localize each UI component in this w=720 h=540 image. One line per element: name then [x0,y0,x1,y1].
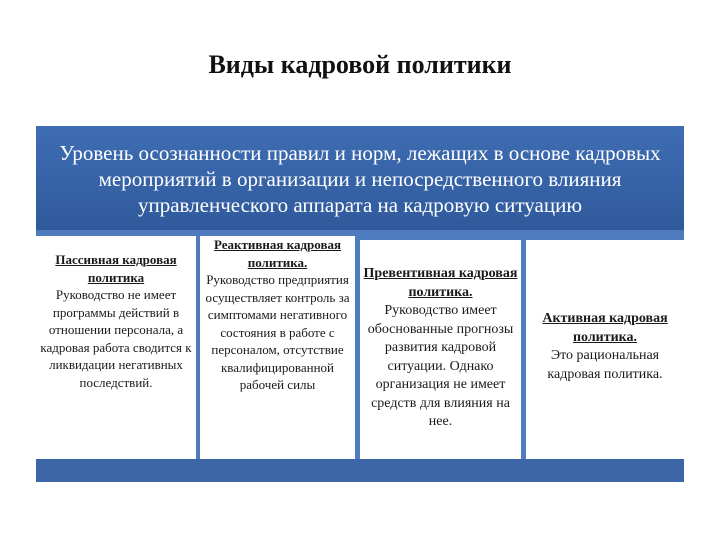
panel-header: Уровень осознанности правил и норм, лежащих в основе кадровых мероприятий в организации и непосредственного влияния управленческого аппарата на кадровую ситуацию [36,126,684,230]
column-reactive [200,236,355,459]
column-text: Руководство предприятия осуществляет контроль за симптомами негативного состояния в работе с персоналом, отсутствие квалифицированной рабочей силы [205,272,350,392]
column-text: Руководство не имеет программы действий в отношении персонала, а кадровая работа сводится к ликвидации негативных последствий. [40,287,192,390]
column-heading: Превентивная кадровая политика. [363,266,518,300]
column-heading: Реактивная кадровая политика. [213,237,342,270]
slide-title: Виды кадровой политики [208,50,512,79]
column-active [526,240,684,459]
policy-panel [36,126,684,482]
column-text: Это рациональная кадровая политика. [547,348,663,382]
column-text: Руководство имеет обоснованные прогнозы развития кадровой ситуации. Однако организация не имеет средств для влияния на нее. [367,303,514,429]
panel-footer-bar [36,459,684,482]
column-passive [36,236,196,459]
column-preventive [360,240,521,459]
column-heading: Пассивная кадровая политика [55,252,177,285]
column-heading: Активная кадровая политика. [542,311,668,345]
